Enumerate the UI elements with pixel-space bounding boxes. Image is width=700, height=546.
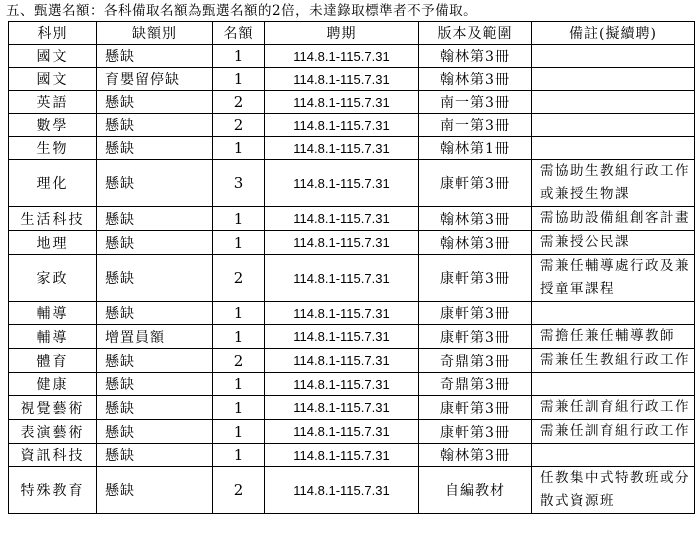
cell-vacancy-type: 懸缺 bbox=[97, 420, 213, 444]
cell-count: 2 bbox=[213, 467, 265, 514]
cell-textbook: 康軒第3冊 bbox=[419, 302, 532, 325]
cell-note bbox=[532, 373, 695, 396]
cell-textbook: 翰林第3冊 bbox=[419, 207, 532, 231]
table-header-row bbox=[9, 22, 695, 45]
cell-period: 114.8.1-115.7.31 bbox=[265, 396, 419, 420]
cell-count: 1 bbox=[213, 231, 265, 255]
section-heading: 五、甄選名額：各科備取名額為甄選名額的2倍，未達錄取標準者不予備取。 bbox=[6, 3, 478, 19]
cell-textbook: 南一第3冊 bbox=[419, 91, 532, 114]
cell-textbook: 自編教材 bbox=[419, 467, 532, 514]
cell-period: 114.8.1-115.7.31 bbox=[265, 255, 419, 302]
cell-note bbox=[532, 137, 695, 160]
cell-count: 1 bbox=[213, 137, 265, 160]
cell-count: 1 bbox=[213, 325, 265, 349]
cell-subject: 特殊教育 bbox=[9, 467, 97, 514]
cell-textbook: 奇鼎第3冊 bbox=[419, 349, 532, 373]
cell-subject: 家政 bbox=[9, 255, 97, 302]
table-row bbox=[9, 114, 695, 137]
cell-period: 114.8.1-115.7.31 bbox=[265, 349, 419, 373]
cell-count: 2 bbox=[213, 255, 265, 302]
cell-vacancy-type: 增置員額 bbox=[97, 325, 213, 349]
cell-note bbox=[532, 45, 695, 68]
cell-textbook: 翰林第1冊 bbox=[419, 137, 532, 160]
cell-note bbox=[532, 68, 695, 91]
cell-vacancy-type: 懸缺 bbox=[97, 373, 213, 396]
cell-period: 114.8.1-115.7.31 bbox=[265, 373, 419, 396]
cell-count: 1 bbox=[213, 396, 265, 420]
cell-vacancy-type: 懸缺 bbox=[97, 467, 213, 514]
cell-textbook: 翰林第3冊 bbox=[419, 444, 532, 467]
cell-count: 1 bbox=[213, 373, 265, 396]
cell-textbook: 康軒第3冊 bbox=[419, 420, 532, 444]
table-body bbox=[9, 45, 695, 514]
table-row bbox=[9, 160, 695, 207]
cell-vacancy-type: 懸缺 bbox=[97, 444, 213, 467]
cell-vacancy-type: 懸缺 bbox=[97, 137, 213, 160]
cell-period: 114.8.1-115.7.31 bbox=[265, 68, 419, 91]
cell-period: 114.8.1-115.7.31 bbox=[265, 302, 419, 325]
table-row bbox=[9, 45, 695, 68]
cell-count: 1 bbox=[213, 420, 265, 444]
cell-subject: 數學 bbox=[9, 114, 97, 137]
table-row bbox=[9, 349, 695, 373]
cell-textbook: 康軒第3冊 bbox=[419, 396, 532, 420]
cell-period: 114.8.1-115.7.31 bbox=[265, 114, 419, 137]
cell-period: 114.8.1-115.7.31 bbox=[265, 45, 419, 68]
cell-subject: 輔導 bbox=[9, 302, 97, 325]
cell-subject: 視覺藝術 bbox=[9, 396, 97, 420]
table-row bbox=[9, 373, 695, 396]
cell-period: 114.8.1-115.7.31 bbox=[265, 231, 419, 255]
cell-count: 1 bbox=[213, 444, 265, 467]
cell-period: 114.8.1-115.7.31 bbox=[265, 467, 419, 514]
cell-period: 114.8.1-115.7.31 bbox=[265, 420, 419, 444]
cell-textbook: 翰林第3冊 bbox=[419, 45, 532, 68]
cell-vacancy-type: 懸缺 bbox=[97, 91, 213, 114]
cell-subject: 地理 bbox=[9, 231, 97, 255]
cell-textbook: 康軒第3冊 bbox=[419, 255, 532, 302]
table-row bbox=[9, 255, 695, 302]
cell-textbook: 翰林第3冊 bbox=[419, 68, 532, 91]
cell-subject: 國文 bbox=[9, 45, 97, 68]
cell-subject: 理化 bbox=[9, 160, 97, 207]
cell-note bbox=[532, 302, 695, 325]
header-period: 聘期 bbox=[265, 22, 419, 45]
cell-textbook: 奇鼎第3冊 bbox=[419, 373, 532, 396]
cell-note: 任教集中式特教班或分散式資源班 bbox=[532, 467, 695, 514]
header-count: 名額 bbox=[213, 22, 265, 45]
cell-note: 需兼任輔導處行政及兼授童軍課程 bbox=[532, 255, 695, 302]
table-row bbox=[9, 396, 695, 420]
cell-count: 1 bbox=[213, 207, 265, 231]
cell-note: 需兼任生教組行政工作 bbox=[532, 349, 695, 373]
table-row bbox=[9, 137, 695, 160]
cell-subject: 資訊科技 bbox=[9, 444, 97, 467]
table-row bbox=[9, 207, 695, 231]
cell-period: 114.8.1-115.7.31 bbox=[265, 137, 419, 160]
cell-note: 需兼任訓育組行政工作 bbox=[532, 396, 695, 420]
cell-period: 114.8.1-115.7.31 bbox=[265, 444, 419, 467]
cell-vacancy-type: 懸缺 bbox=[97, 396, 213, 420]
cell-note: 需兼任訓育組行政工作 bbox=[532, 420, 695, 444]
cell-count: 2 bbox=[213, 114, 265, 137]
cell-vacancy-type: 育嬰留停缺 bbox=[97, 68, 213, 91]
cell-textbook: 南一第3冊 bbox=[419, 114, 532, 137]
cell-subject: 體育 bbox=[9, 349, 97, 373]
cell-vacancy-type: 懸缺 bbox=[97, 45, 213, 68]
cell-count: 1 bbox=[213, 302, 265, 325]
header-subject: 科別 bbox=[9, 22, 97, 45]
cell-vacancy-type: 懸缺 bbox=[97, 231, 213, 255]
table-row bbox=[9, 467, 695, 514]
cell-textbook: 康軒第3冊 bbox=[419, 325, 532, 349]
cell-subject: 輔導 bbox=[9, 325, 97, 349]
header-textbook: 版本及範圍 bbox=[419, 22, 532, 45]
cell-vacancy-type: 懸缺 bbox=[97, 302, 213, 325]
cell-period: 114.8.1-115.7.31 bbox=[265, 207, 419, 231]
cell-note: 需協助生教組行政工作或兼授生物課 bbox=[532, 160, 695, 207]
cell-vacancy-type: 懸缺 bbox=[97, 114, 213, 137]
cell-count: 3 bbox=[213, 160, 265, 207]
cell-subject: 國文 bbox=[9, 68, 97, 91]
cell-subject: 生活科技 bbox=[9, 207, 97, 231]
vacancy-table bbox=[8, 21, 695, 514]
cell-period: 114.8.1-115.7.31 bbox=[265, 160, 419, 207]
cell-subject: 健康 bbox=[9, 373, 97, 396]
cell-textbook: 翰林第3冊 bbox=[419, 231, 532, 255]
table-row bbox=[9, 325, 695, 349]
table-row bbox=[9, 231, 695, 255]
cell-note: 需兼授公民課 bbox=[532, 231, 695, 255]
cell-vacancy-type: 懸缺 bbox=[97, 349, 213, 373]
cell-textbook: 康軒第3冊 bbox=[419, 160, 532, 207]
table-row bbox=[9, 91, 695, 114]
cell-vacancy-type: 懸缺 bbox=[97, 207, 213, 231]
cell-period: 114.8.1-115.7.31 bbox=[265, 91, 419, 114]
cell-subject: 英語 bbox=[9, 91, 97, 114]
cell-note: 需擔任兼任輔導教師 bbox=[532, 325, 695, 349]
cell-count: 1 bbox=[213, 68, 265, 91]
header-vacancy-type: 缺額別 bbox=[97, 22, 213, 45]
table-row bbox=[9, 444, 695, 467]
cell-subject: 生物 bbox=[9, 137, 97, 160]
cell-note: 需協助設備組創客計畫 bbox=[532, 207, 695, 231]
cell-note bbox=[532, 444, 695, 467]
cell-vacancy-type: 懸缺 bbox=[97, 255, 213, 302]
cell-count: 1 bbox=[213, 45, 265, 68]
table-row bbox=[9, 302, 695, 325]
cell-note bbox=[532, 91, 695, 114]
table-row bbox=[9, 420, 695, 444]
cell-note bbox=[532, 114, 695, 137]
table-row bbox=[9, 68, 695, 91]
cell-count: 2 bbox=[213, 91, 265, 114]
cell-count: 2 bbox=[213, 349, 265, 373]
cell-subject: 表演藝術 bbox=[9, 420, 97, 444]
cell-vacancy-type: 懸缺 bbox=[97, 160, 213, 207]
cell-period: 114.8.1-115.7.31 bbox=[265, 325, 419, 349]
header-note: 備註(擬續聘) bbox=[532, 22, 695, 45]
